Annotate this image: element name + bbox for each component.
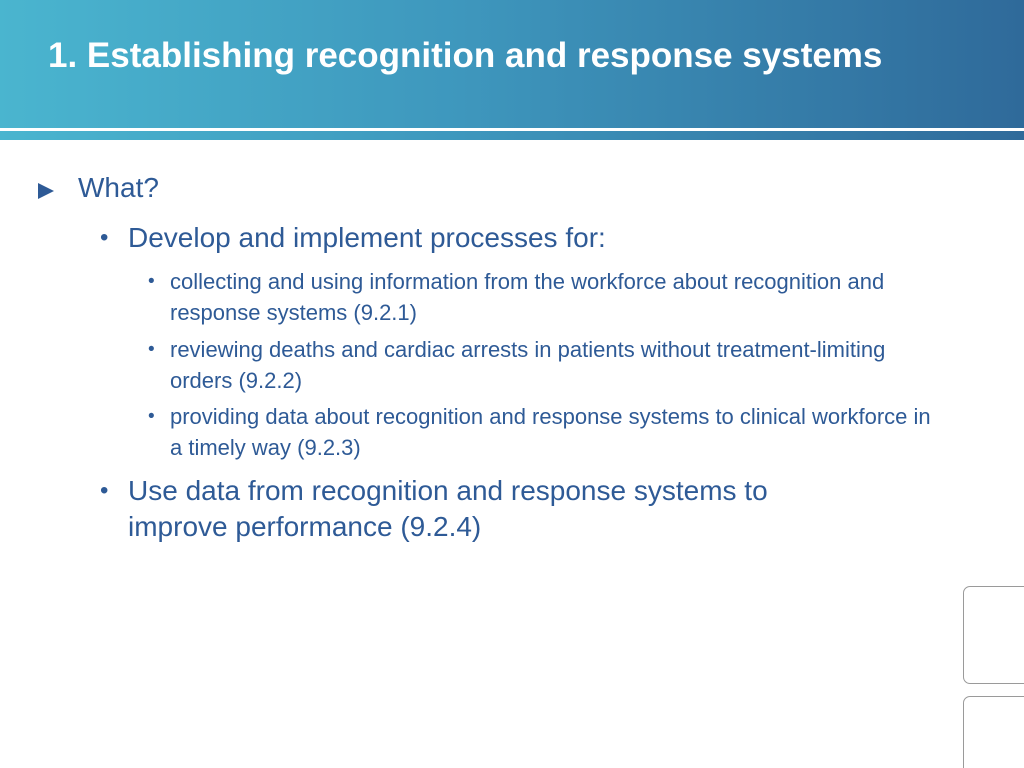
sub-list-item: reviewing deaths and cardiac arrests in patients without treatment-limiting orders (9.2.2): [170, 337, 886, 393]
list-item: Develop and implement processes for:: [128, 222, 606, 253]
list-item: Use data from recognition and response systems to improve performance (9.2.4): [128, 475, 768, 542]
sub-list-item: collecting and using information from the workforce about recognition and response systems (9.2.1): [170, 269, 885, 325]
slide-title: 1. Establishing recognition and response systems: [48, 36, 883, 75]
section-heading: What?: [78, 172, 159, 203]
bullet-icon: •: [148, 339, 155, 360]
side-tab[interactable]: [963, 586, 1024, 684]
bullet-icon: •: [148, 406, 155, 427]
side-tab[interactable]: [963, 696, 1024, 768]
bullet-icon: •: [100, 477, 109, 504]
bullet-icon: •: [100, 224, 109, 251]
bullet-icon: •: [148, 271, 155, 292]
triangle-bullet-icon: [38, 183, 54, 199]
sub-list-item: providing data about recognition and response systems to clinical workforce in a timely way (9.2.3): [170, 404, 931, 460]
